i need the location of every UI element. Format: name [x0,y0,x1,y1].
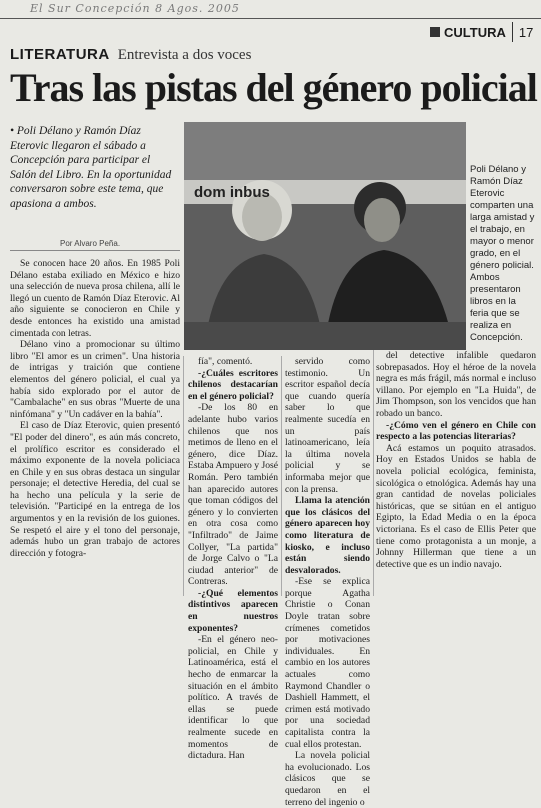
byline-divider [10,250,180,251]
article-photo [184,122,466,350]
paragraph: Se conocen hace 20 años. En 1985 Poli Délano estaba exiliado en México e hizo una selección de nueva prosa chilena, allí le llegó un cuento de Ramón Díaz Eterovic. Al año siguiente se conocieron en Chile y desde entonces ha existido una amistad cimentada con letras. [10,258,180,339]
paragraph: La novela policial ha evolucionado. Los clásicos que se quedaron en el terreno del ingenio o [285,750,370,808]
byline: Por Alvaro Peña. [60,239,121,248]
paragraph: servido como testimonio. Un escritor español decía que cuando quería saber lo que realmente sucedía en un país latinoamericano, leía la última novela policial y se informaba mejor que con la prensa. [285,356,370,495]
page-number: 17 [518,24,534,40]
text-column-3 [285,356,370,808]
question: Llama la atención que los clásicos del género aparecen hoy como literatura de kiosko, e incluso están siendo desvalorados. [285,495,370,576]
paragraph: -De los 80 en adelante hubo varios chilenos que nos metimos de lleno en el género, dice Díaz. Estaba Ampuero y José Román. Pero también han aparecido autores que toman códigos del género y lo convierten en otra cosa como "Infiltrado" de Jaime Collyer, "La partida" de Jorge Calvo o "La ciudad anterior" de Contreras. [188,402,278,588]
question: -¿Cómo ven el género en Chile con respecto a las potencias literarias? [376,419,536,443]
text-column-2 [188,356,278,762]
question: -¿Cuáles escritores chilenos destacarían en el género policial? [188,367,278,402]
photo-caption: Poli Délano y Ramón Díaz Eterovic comparten una larga amistad y el trabajo, en mayor o menor grado, en el género policial. Ambos presentaron libros en la feria que se realiza en Concepción. [470,164,535,343]
section-marker-icon [430,27,440,37]
photo-illustration [184,122,466,350]
article-deck: • Poli Délano y Ramón Díaz Eterovic llegaron el sábado a Concepción para participar el Salón del Libro. En la oportunidad conversaron sobre este tema, que apasiona a ambos. [10,125,172,210]
paragraph: fía", comentó. [198,356,253,367]
section-name: CULTURA [444,24,506,40]
divider [512,22,513,42]
paragraph: Acá estamos un poquito atrasados. Hoy en Estados Unidos se habla de novela policial ecológica, feminista, sicológica o etnológica. Además hay una gran cantidad de novelas policiales históricas, que se sitúan en el antiguo Egipto, la Edad Media o en la época victoriana. Es el caso de Ellis Peter que tiene como protagonista a un monje, a Johnny Hillerman que tiene a un detective que es un indio navajo. [376,442,536,570]
column-divider [373,350,374,596]
kicker-topic: LITERATURA [10,46,110,63]
column-divider [183,356,184,596]
headline: Tras las pistas del género policial [10,65,537,110]
section-header [430,18,541,46]
paragraph: Délano vino a promocionar su último libro "El amor es un crimen". Una historia de intrigas y traición que contiene elementos del género policial, el cual ya había sido explorado por el autor de "Cambalache" en sus obras "Muerte de una ninfómana" y "Un cadáver en la bahía". [10,339,180,420]
paragraph: -Ese se explica porque Agatha Christie o Conan Doyle tratan sobre crímenes cometidos por motivaciones individuales. En cambio en los autores actuales como Raymond Chandler o Dashiell Hammett, el crimen está motivado por una sociedad capitalista contra la cual ellos protestan. [285,576,370,750]
article-kicker [10,46,251,64]
column-divider [281,356,282,596]
text-column-1 [10,258,180,596]
text-column-4 [376,350,536,596]
kicker-subtitle: Entrevista a dos voces [117,47,252,63]
paragraph: del detective infalible quedaron sobrepasados. Hoy el héroe de la novela negra es más frágil, más normal e incluso villano. Por ejemplo en "La Huida", de Jim Thompson, son los vencidos que han robado un banco. [376,350,536,419]
paragraph: -En el género neo-policial, en Chile y Latinoamérica, está el hecho de enmarcar la situación en el ámbito político. A través de ellas se puede identificar lo que realmente sucede en momentos de dictadura. Han [188,634,278,762]
banner-text: dom inbus [194,184,270,201]
handwritten-date-note: El Sur Concepción 8 Agos. 2005 [30,2,240,15]
paragraph: El caso de Díaz Eterovic, quien presentó "El poder del dinero", es aún más concreto, el prolífico escritor es considerado el máximo exponente de la novela policiaca en Chile y en sus obras destaca un singular personaje; el detective Heredia, del cual se ha hecho una película y la serie de televisión. "Participé en la entrega de los argumentos y en la revisión de los guiones. Se respetó el aire y el tono del personaje, además hubo un gran trabajo de actores dirección y fotogra- [10,420,180,559]
question: -¿Qué elementos distintivos aparecen en nuestros exponentes? [188,587,278,634]
